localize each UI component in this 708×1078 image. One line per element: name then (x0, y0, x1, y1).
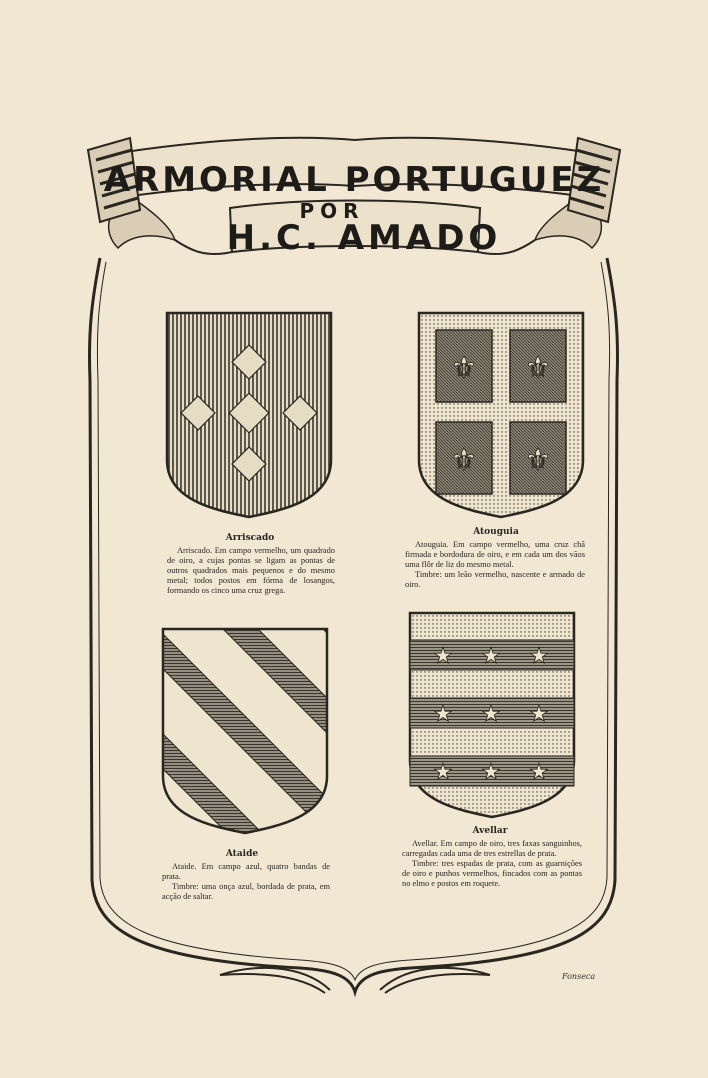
svg-text:★: ★ (529, 644, 549, 669)
caption-body-atouguia (405, 540, 585, 590)
svg-text:⚜: ⚜ (450, 351, 478, 386)
svg-text:⚜: ⚜ (450, 443, 478, 478)
caption-paragraph: Timbre: um leão vermelho, nascente e armado de oiro. (405, 570, 585, 589)
caption-paragraph: Ataide. Em campo azul, quatro bandas de prata. (162, 862, 330, 881)
ataide-shield (160, 626, 330, 836)
caption-body-avellar (402, 839, 582, 889)
caption-paragraph: Atouguia. Em campo vermelho, uma cruz chã firmada e bordodura de oiro, e em cada um dos vãos uma flôr de liz do mesmo metal. (405, 540, 585, 569)
caption-title-arriscado: Arriscado (225, 533, 275, 543)
svg-text:⚜: ⚜ (524, 351, 552, 386)
svg-text:★: ★ (433, 644, 453, 669)
svg-text:★: ★ (433, 702, 453, 727)
caption-body-ataide (162, 862, 330, 902)
caption-paragraph: Timbre: uma onça azul, bordada de prata, em acção de saltar. (162, 882, 330, 901)
arriscado-shield (164, 310, 334, 520)
svg-text:★: ★ (481, 644, 501, 669)
svg-text:⚜: ⚜ (524, 443, 552, 478)
caption-paragraph: Timbre: tres espadas de prata, com as guarnições de oiro e punhos vermelhos, fincados com as pontas no elmo e postos em roquete. (402, 859, 582, 888)
caption-title-avellar: Avellar (472, 826, 508, 836)
title-by: POR (299, 199, 365, 223)
caption-paragraph: Arriscado. Em campo vermelho, um quadrado de oiro, a cujas pontas se ligam as pontas de outros quadrados mais pequenos e do mesmo metal; todos postos em fórma de losangos, formando os cinco uma cruz grega. (167, 546, 335, 595)
svg-text:★: ★ (481, 760, 501, 785)
svg-text:★: ★ (529, 760, 549, 785)
caption-body-arriscado (167, 546, 335, 596)
atouguia-shield (416, 310, 586, 520)
caption-paragraph: Avellar. Em campo de oiro, tres faxas sanguinhos, carregadas cada uma de tres estrellas de prata. (402, 839, 582, 858)
avellar-shield (407, 610, 577, 820)
author-name: H.C. AMADO (226, 218, 502, 258)
svg-text:★: ★ (433, 760, 453, 785)
caption-title-atouguia: Atouguia (473, 527, 519, 537)
svg-text:★: ★ (481, 702, 501, 727)
svg-text:★: ★ (529, 702, 549, 727)
page-title: ARMORIAL PORTUGUEZ (103, 160, 605, 200)
caption-title-ataide: Ataide (225, 849, 259, 859)
artist-signature: Fonseca (562, 972, 596, 981)
